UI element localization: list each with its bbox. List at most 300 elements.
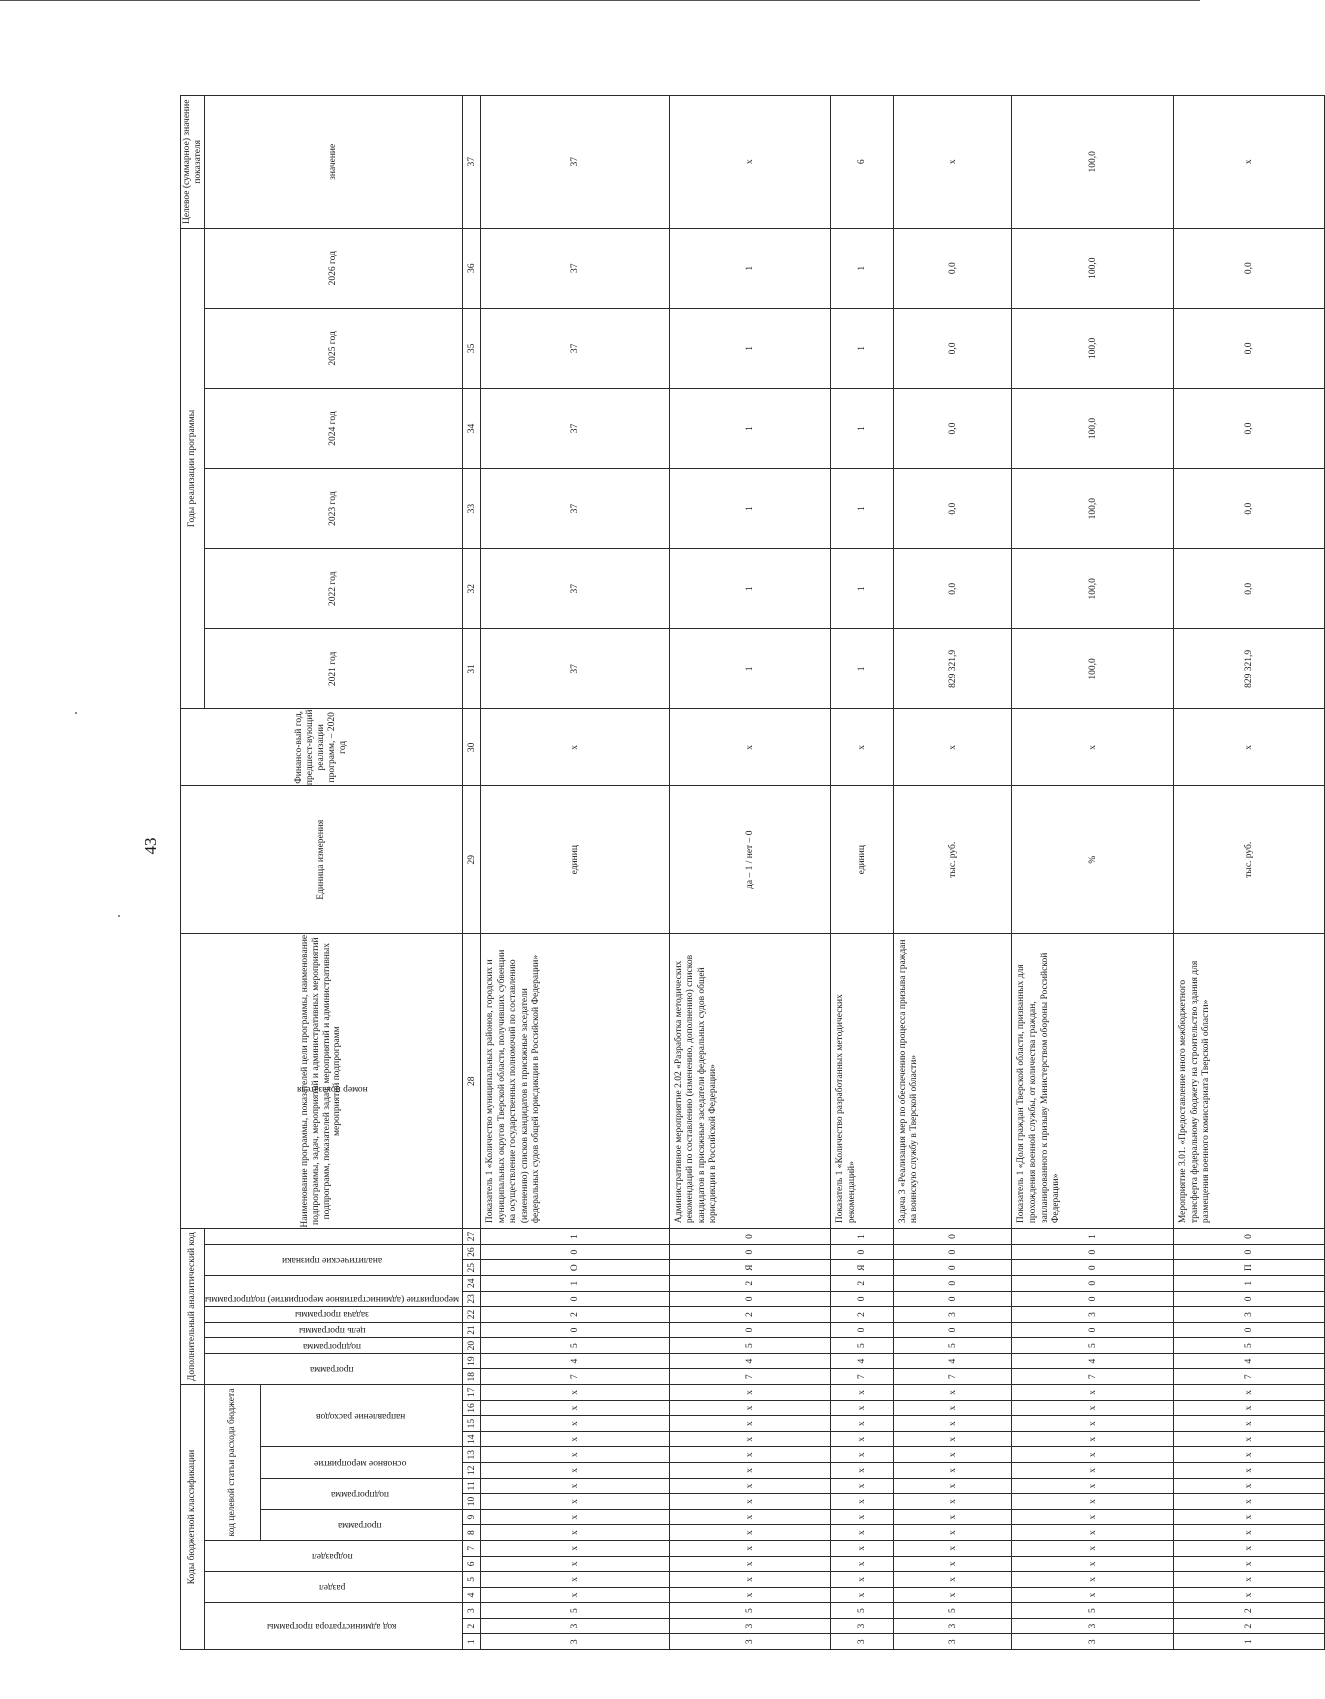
code-cell: x [669, 1494, 831, 1510]
code-cell: x [669, 1463, 831, 1479]
column-number: 30 [463, 709, 481, 786]
code-cell: 5 [1012, 1603, 1174, 1619]
code-cell: x [669, 1540, 831, 1556]
code-cell: x [1174, 1431, 1325, 1447]
code-cell: x [669, 1400, 831, 1416]
code-cell: x [481, 1431, 670, 1447]
code-cell: 4 [1174, 1353, 1325, 1369]
header-analytic: аналитические признаки [205, 1244, 463, 1275]
code-cell: x [831, 1509, 894, 1525]
code-cell: x [1012, 1587, 1174, 1603]
value-2023: 1 [831, 469, 894, 549]
fin-year-cell: x [1174, 709, 1325, 786]
code-cell: 0 [481, 1322, 670, 1338]
value-2023: 0,0 [1174, 469, 1325, 549]
code-cell: 0 [1012, 1275, 1174, 1291]
code-cell: x [669, 1556, 831, 1572]
indicator-name: Задача 3 «Реализация мер по обеспечению процесса призыва граждан на воинскую службу в Тверской области» [893, 934, 1012, 1229]
code-cell: x [1012, 1400, 1174, 1416]
column-number: 29 [463, 786, 481, 934]
column-number: 6 [463, 1556, 481, 1572]
code-cell: 0 [669, 1229, 831, 1245]
header-years-group: Годы реализации программы [181, 228, 205, 709]
column-number: 36 [463, 228, 481, 308]
target-value-cell: 100,0 [1012, 96, 1174, 229]
code-cell: x [1012, 1525, 1174, 1541]
code-cell: 3 [669, 1618, 831, 1634]
code-cell: x [481, 1540, 670, 1556]
value-2025: 0,0 [893, 308, 1012, 388]
code-cell: 4 [669, 1353, 831, 1369]
target-value-cell: x [1174, 96, 1325, 229]
fin-year-cell: x [481, 709, 670, 786]
code-cell: x [893, 1431, 1012, 1447]
code-cell: x [831, 1400, 894, 1416]
code-cell: x [893, 1400, 1012, 1416]
code-cell: 3 [831, 1618, 894, 1634]
column-number: 33 [463, 469, 481, 549]
code-cell: x [481, 1385, 670, 1401]
code-cell: Я [669, 1260, 831, 1276]
code-cell: x [1012, 1447, 1174, 1463]
code-cell: x [893, 1556, 1012, 1572]
code-cell: 2 [669, 1275, 831, 1291]
code-cell: 7 [481, 1369, 670, 1385]
value-2022: 37 [481, 549, 670, 629]
code-cell: x [481, 1572, 670, 1588]
column-number: 11 [463, 1478, 481, 1494]
code-cell: О [481, 1260, 670, 1276]
rotated-document-sheet [180, 95, 1255, 1650]
header-name: Наименование программы, показателей цели программы, наименование подпрограммы, задач, мероприятий и административных мероприятий подпрограмм, показателей задач, мероприятий и административных мероприятий подпрограмм [181, 934, 463, 1229]
fin-year-cell: x [893, 709, 1012, 786]
column-number: 26 [463, 1244, 481, 1260]
code-cell: 5 [831, 1338, 894, 1354]
value-2026: 1 [669, 228, 831, 308]
column-number: 31 [463, 629, 481, 709]
header-add-program: программа [205, 1353, 463, 1384]
value-2022: 0,0 [1174, 549, 1325, 629]
code-cell: x [893, 1572, 1012, 1588]
value-2023: 100,0 [1012, 469, 1174, 549]
header-event: мероприятие (административное мероприятие) подпрограммы [205, 1275, 463, 1306]
value-2022: 1 [831, 549, 894, 629]
value-2025: 1 [831, 308, 894, 388]
code-cell: x [831, 1431, 894, 1447]
value-2021: 1 [669, 629, 831, 709]
scan-edge-line [0, 0, 1200, 1]
code-cell: 3 [481, 1618, 670, 1634]
column-number: 25 [463, 1260, 481, 1276]
code-cell: 4 [893, 1353, 1012, 1369]
column-number: 34 [463, 388, 481, 468]
header-subsection: подраздел [205, 1540, 463, 1571]
code-cell: x [1174, 1509, 1325, 1525]
code-cell: 0 [893, 1291, 1012, 1307]
code-cell: x [1174, 1587, 1325, 1603]
column-number: 12 [463, 1463, 481, 1479]
code-cell: x [893, 1463, 1012, 1479]
column-number: 21 [463, 1322, 481, 1338]
code-cell: x [481, 1494, 670, 1510]
code-cell: x [1174, 1385, 1325, 1401]
code-cell: x [1174, 1478, 1325, 1494]
indicator-name: Административное мероприятие 2.02 «Разработка методических рекомендаций по составлению (изменению, дополнению) списков кандидатов в присяжные заседатели федеральных судов общей юрисдикции в Российской Федерации» [669, 934, 831, 1229]
code-cell: 0 [669, 1244, 831, 1260]
value-2024: 0,0 [893, 388, 1012, 468]
code-cell: 3 [893, 1634, 1012, 1650]
code-cell: x [893, 1447, 1012, 1463]
code-cell: 0 [831, 1291, 894, 1307]
code-cell: x [1174, 1494, 1325, 1510]
code-cell: x [1174, 1572, 1325, 1588]
code-cell: x [1174, 1416, 1325, 1432]
code-cell: 2 [481, 1307, 670, 1323]
code-cell: 0 [1174, 1244, 1325, 1260]
code-cell: x [893, 1525, 1012, 1541]
code-cell: 1 [1174, 1275, 1325, 1291]
code-cell: 7 [669, 1369, 831, 1385]
column-number: 2 [463, 1618, 481, 1634]
code-cell: x [1174, 1525, 1325, 1541]
code-cell: 3 [1012, 1307, 1174, 1323]
value-2024: 0,0 [1174, 388, 1325, 468]
code-cell: 7 [831, 1369, 894, 1385]
column-number: 14 [463, 1431, 481, 1447]
indicator-name: Показатель 1 «Количество муниципальных районов, городских и муниципальных округов Тверской области, получивших субвенции на осуществление государственных полномочий по составлению (изменению) списков кандидатов в присяжные заседатели федеральных судов общей юрисдикции в Российской Федерации» [481, 934, 670, 1229]
code-cell: x [669, 1478, 831, 1494]
code-cell: x [481, 1509, 670, 1525]
fin-year-cell: x [1012, 709, 1174, 786]
indicator-name: Показатель 1 «Количество разработанных методических рекомендаций» [831, 934, 894, 1229]
header-main-event: основное мероприятие [261, 1447, 463, 1478]
code-cell: 4 [1012, 1353, 1174, 1369]
header-fin-year: Финансо-вый год, предшест-вующий реализации программ, – 2020 год [181, 709, 463, 786]
code-cell: x [669, 1431, 831, 1447]
header-program-task: задача программы [205, 1307, 463, 1323]
table-row [893, 96, 1012, 1650]
value-2025: 100,0 [1012, 308, 1174, 388]
code-cell: x [893, 1385, 1012, 1401]
header-expense-direction: направление расходов [261, 1385, 463, 1447]
code-cell: 0 [1012, 1322, 1174, 1338]
unit-cell: единиц [481, 786, 670, 934]
code-cell: x [481, 1587, 670, 1603]
table-row [1174, 96, 1325, 1650]
code-cell: x [669, 1416, 831, 1432]
code-cell: 2 [831, 1275, 894, 1291]
code-cell: 0 [1012, 1291, 1174, 1307]
target-value-cell: x [893, 96, 1012, 229]
table-row [669, 96, 831, 1650]
code-cell: 4 [831, 1353, 894, 1369]
code-cell: 3 [669, 1634, 831, 1650]
header-program-goal: цель программы [205, 1322, 463, 1338]
target-value-cell: 37 [481, 96, 670, 229]
code-cell: x [831, 1463, 894, 1479]
code-cell: x [1174, 1540, 1325, 1556]
unit-cell: % [1012, 786, 1174, 934]
header-unit: Единица измерения [181, 786, 463, 934]
value-2026: 0,0 [893, 228, 1012, 308]
code-cell: 0 [1012, 1260, 1174, 1276]
fin-year-cell: x [831, 709, 894, 786]
code-cell: 3 [1012, 1618, 1174, 1634]
code-cell: 1 [481, 1275, 670, 1291]
unit-cell: единиц [831, 786, 894, 934]
column-number: 27 [463, 1229, 481, 1245]
table-row [481, 96, 670, 1650]
code-cell: x [1174, 1447, 1325, 1463]
code-cell: x [669, 1572, 831, 1588]
code-cell: x [1012, 1540, 1174, 1556]
code-cell: 0 [481, 1291, 670, 1307]
code-cell: 0 [893, 1244, 1012, 1260]
code-cell: 0 [669, 1291, 831, 1307]
header-add-subprogram: подпрограмма [205, 1338, 463, 1354]
column-number: 16 [463, 1400, 481, 1416]
code-cell: 2 [1174, 1618, 1325, 1634]
header-year-2024: 2024 год [205, 388, 463, 468]
code-cell: x [1012, 1509, 1174, 1525]
column-number: 32 [463, 549, 481, 629]
code-cell: x [831, 1494, 894, 1510]
header-year-2022: 2022 год [205, 549, 463, 629]
code-cell: x [1012, 1385, 1174, 1401]
value-2021: 100,0 [1012, 629, 1174, 709]
code-cell: x [1012, 1478, 1174, 1494]
code-cell: Я [831, 1260, 894, 1276]
column-number: 20 [463, 1338, 481, 1354]
code-cell: 5 [1012, 1338, 1174, 1354]
column-number: 3 [463, 1603, 481, 1619]
code-cell: 5 [893, 1603, 1012, 1619]
code-cell: x [893, 1540, 1012, 1556]
column-number: 13 [463, 1447, 481, 1463]
code-cell: x [669, 1509, 831, 1525]
code-cell: x [831, 1416, 894, 1432]
code-cell: x [831, 1478, 894, 1494]
code-cell: 1 [831, 1229, 894, 1245]
code-cell: x [481, 1447, 670, 1463]
code-cell: 5 [481, 1603, 670, 1619]
code-cell: x [893, 1587, 1012, 1603]
code-cell: x [481, 1400, 670, 1416]
value-2026: 100,0 [1012, 228, 1174, 308]
code-cell: x [481, 1416, 670, 1432]
code-cell: 0 [1174, 1322, 1325, 1338]
code-cell: 3 [831, 1634, 894, 1650]
column-number: 5 [463, 1572, 481, 1588]
code-cell: x [1174, 1400, 1325, 1416]
column-number: 35 [463, 308, 481, 388]
table-row [831, 96, 894, 1650]
column-number: 18 [463, 1369, 481, 1385]
code-cell: 1 [481, 1229, 670, 1245]
value-2025: 1 [669, 308, 831, 388]
column-number: 7 [463, 1540, 481, 1556]
column-number: 23 [463, 1291, 481, 1307]
code-cell: x [831, 1385, 894, 1401]
code-cell: x [1174, 1463, 1325, 1479]
code-cell: x [831, 1540, 894, 1556]
code-cell: x [1012, 1431, 1174, 1447]
code-cell: 0 [893, 1260, 1012, 1276]
value-2026: 37 [481, 228, 670, 308]
code-cell: x [1174, 1556, 1325, 1572]
code-cell: 2 [831, 1307, 894, 1323]
header-admin-code: код администратора программы [205, 1603, 463, 1650]
value-2022: 0,0 [893, 549, 1012, 629]
value-2021: 829 321,9 [893, 629, 1012, 709]
header-budget-codes: Коды бюджетной классификации [181, 1385, 205, 1650]
code-cell: 7 [1174, 1369, 1325, 1385]
value-2021: 829 321,9 [1174, 629, 1325, 709]
code-cell: 0 [1174, 1229, 1325, 1245]
column-number: 19 [463, 1353, 481, 1369]
code-cell: x [481, 1556, 670, 1572]
code-cell: x [893, 1509, 1012, 1525]
code-cell: 0 [481, 1244, 670, 1260]
column-number: 9 [463, 1509, 481, 1525]
header-target-value: значение [205, 96, 463, 229]
header-year-2026: 2026 год [205, 228, 463, 308]
code-cell: 3 [1174, 1307, 1325, 1323]
code-cell: 0 [831, 1322, 894, 1338]
code-cell: 5 [831, 1603, 894, 1619]
code-cell: 5 [893, 1338, 1012, 1354]
column-number: 8 [463, 1525, 481, 1541]
header-year-2025: 2025 год [205, 308, 463, 388]
value-2025: 0,0 [1174, 308, 1325, 388]
code-cell: x [1012, 1494, 1174, 1510]
value-2024: 1 [831, 388, 894, 468]
code-cell: 0 [831, 1244, 894, 1260]
target-value-cell: x [669, 96, 831, 229]
code-cell: x [1012, 1463, 1174, 1479]
column-number: 22 [463, 1307, 481, 1323]
code-cell: x [669, 1385, 831, 1401]
column-number: 28 [463, 934, 481, 1229]
column-number: 1 [463, 1634, 481, 1650]
unit-cell: да – 1 / нет – 0 [669, 786, 831, 934]
code-cell: 0 [893, 1275, 1012, 1291]
value-2021: 37 [481, 629, 670, 709]
code-cell: 7 [1012, 1369, 1174, 1385]
code-cell: x [481, 1478, 670, 1494]
header-section: раздел [205, 1572, 463, 1603]
code-cell: 0 [1012, 1244, 1174, 1260]
scan-speck [75, 712, 77, 714]
code-cell: 1 [1174, 1634, 1325, 1650]
code-cell: 5 [1174, 1338, 1325, 1354]
column-number: 15 [463, 1416, 481, 1432]
column-number: 24 [463, 1275, 481, 1291]
header-subprogram: подпрограмма [261, 1478, 463, 1509]
column-number: 10 [463, 1494, 481, 1510]
code-cell: 3 [1012, 1634, 1174, 1650]
target-value-cell: 6 [831, 96, 894, 229]
code-cell: x [893, 1494, 1012, 1510]
value-2024: 37 [481, 388, 670, 468]
code-cell: x [669, 1525, 831, 1541]
code-cell: П [1174, 1260, 1325, 1276]
value-2021: 1 [831, 629, 894, 709]
code-cell: x [831, 1587, 894, 1603]
code-cell: x [1012, 1572, 1174, 1588]
code-cell: x [669, 1587, 831, 1603]
header-program: программа [261, 1509, 463, 1540]
code-cell: x [893, 1478, 1012, 1494]
scan-speck [118, 915, 120, 917]
value-2026: 1 [831, 228, 894, 308]
code-cell: 0 [669, 1322, 831, 1338]
code-cell: x [831, 1525, 894, 1541]
value-2025: 37 [481, 308, 670, 388]
code-cell: x [831, 1447, 894, 1463]
header-year-2021: 2021 год [205, 629, 463, 709]
code-cell: 3 [893, 1307, 1012, 1323]
header-target-article: код целевой статьи расхода бюджета [205, 1385, 261, 1541]
indicator-name: Мероприятие 3.01. «Предоставление иного межбюджетного трансферта федеральному бюджету на строительство здания для размещения военного комиссариата Тверской области» [1174, 934, 1325, 1229]
value-2022: 1 [669, 549, 831, 629]
code-cell: 2 [1174, 1603, 1325, 1619]
code-cell: 5 [481, 1338, 670, 1354]
header-year-2023: 2023 год [205, 469, 463, 549]
unit-cell: тыс. руб. [893, 786, 1012, 934]
column-number: 37 [463, 96, 481, 229]
code-cell: 2 [669, 1307, 831, 1323]
header-indicator-no: номер показателя [205, 934, 463, 1245]
code-cell: x [831, 1556, 894, 1572]
column-number-row [463, 96, 481, 1650]
code-cell: 4 [481, 1353, 670, 1369]
code-cell: x [481, 1463, 670, 1479]
code-cell: x [893, 1416, 1012, 1432]
column-number: 4 [463, 1587, 481, 1603]
code-cell: 0 [893, 1229, 1012, 1245]
value-2023: 1 [669, 469, 831, 549]
code-cell: 5 [669, 1603, 831, 1619]
indicator-name: Показатель 1 «Доля граждан Тверской области, призванных для прохождения военной службы, от количества граждан, запланированного к призыву Министерством обороны Российской Федерации» [1012, 934, 1174, 1229]
value-2024: 100,0 [1012, 388, 1174, 468]
header-additional-code: Дополнительный аналитический код [181, 1229, 205, 1385]
code-cell: x [669, 1447, 831, 1463]
code-cell: 0 [1174, 1291, 1325, 1307]
page-number: 43 [141, 837, 160, 855]
code-cell: x [481, 1525, 670, 1541]
value-2022: 100,0 [1012, 549, 1174, 629]
code-cell: 5 [669, 1338, 831, 1354]
program-table [180, 95, 1325, 1650]
column-number: 17 [463, 1385, 481, 1401]
unit-cell: тыс. руб. [1174, 786, 1325, 934]
code-cell: 3 [893, 1618, 1012, 1634]
code-cell: x [1012, 1416, 1174, 1432]
code-cell: x [1012, 1556, 1174, 1572]
code-cell: 0 [893, 1322, 1012, 1338]
header-target-group: Целевое (суммарное) значение показателя [181, 96, 205, 229]
value-2023: 37 [481, 469, 670, 549]
value-2026: 0,0 [1174, 228, 1325, 308]
value-2024: 1 [669, 388, 831, 468]
table-row [1012, 96, 1174, 1650]
code-cell: 1 [1012, 1229, 1174, 1245]
value-2023: 0,0 [893, 469, 1012, 549]
fin-year-cell: x [669, 709, 831, 786]
code-cell: 3 [481, 1634, 670, 1650]
code-cell: x [831, 1572, 894, 1588]
